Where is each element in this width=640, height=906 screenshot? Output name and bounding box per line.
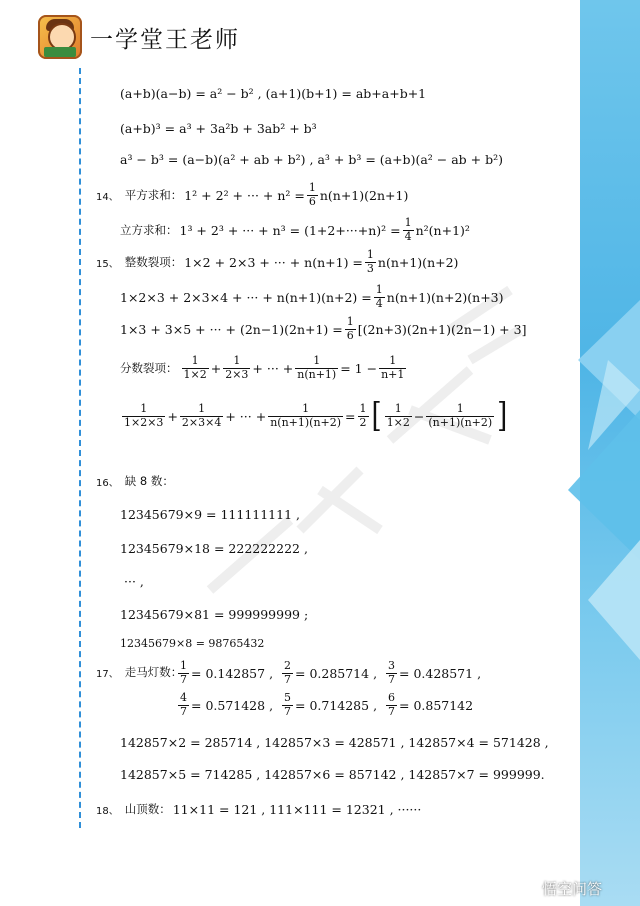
fraction: $\frac{1}{2\times 3\times 4}$ [181, 402, 222, 429]
fraction: $\frac{1}{4}$ [404, 216, 412, 243]
formula-text: 12345679×8 = 98765432 [120, 637, 265, 650]
item-label: 平方求和： [124, 188, 183, 203]
item-number: 15、 [96, 258, 119, 270]
item-17-line-b [120, 767, 545, 782]
item-14-cube-sum [120, 217, 470, 243]
fraction: $\frac{1}{3}$ [366, 248, 374, 275]
item-15-fraction-split: 分数裂项： $\frac{1}{1\times 2}$ + $\frac{1}{2\times 3}$ + ··· + $\frac{1}{n(n+1)}$ = 1 − $\frac{1}{n+1}$ [120, 354, 405, 381]
formula-text: (a+b)³ = a³ + 3a²b + 3ab² + b³ [120, 121, 317, 136]
item-17-frac-1 [176, 660, 273, 686]
item-17-frac-4 [176, 692, 273, 718]
fraction: $\frac{4}{7}$ [180, 691, 187, 718]
item-15-line-c [120, 316, 526, 342]
formula-text: 1² + 2² + ··· + n² = [184, 187, 305, 203]
footer-text: 悟空问答 [542, 880, 603, 898]
right-decorative-band [580, 0, 640, 906]
formula-text: n²(n+1)² [415, 222, 470, 238]
fraction: $\frac{1}{n(n+1)}$ [297, 354, 337, 381]
fraction: $\frac{1}{2}$ [359, 402, 367, 429]
item-18-peak-numbers [96, 801, 421, 817]
formula-text: ··· , [124, 574, 144, 589]
item-17-frac-3 [384, 660, 481, 686]
fraction: $\frac{1}{(n+1)(n+2)}$ [428, 402, 493, 429]
formula-text: 12345679×81 = 999999999 ; [120, 607, 309, 622]
formula-text: = [345, 408, 356, 424]
item-number: 18、 [96, 805, 119, 817]
formula-line-1 [120, 86, 426, 101]
item-label: 缺 8 数： [124, 474, 174, 488]
item-17-frac-2 [280, 660, 377, 686]
formula-line-3 [120, 152, 503, 167]
brand-title: 一学堂王老师 [90, 26, 240, 53]
footer-watermark [520, 878, 602, 899]
fraction: $\frac{1}{n(n+1)(n+2)}$ [270, 402, 342, 429]
formula-text: = 0.285714 , [295, 665, 378, 681]
fraction: $\frac{1}{6}$ [308, 181, 316, 208]
fraction: $\frac{1}{2\times 3}$ [225, 354, 249, 381]
formula-line-2 [120, 121, 317, 136]
formula-text: + ··· + [225, 408, 267, 424]
fraction: $\frac{2}{7}$ [284, 659, 291, 686]
item-15-line-e: $\frac{1}{1\times 2\times 3}$ + $\frac{1}{2\times 3\times 4}$ + ··· + $\frac{1}{n(n+1)(n+2)}$ = $\frac{1}{2}$ [ $\frac{1}{1\times 2}$ − $\frac{1}{(n+1)(n+2)}$ ] [124, 396, 508, 436]
formula-text: = 0.857142 [399, 697, 474, 713]
item-17-label [96, 664, 184, 680]
fraction: $\frac{1}{1\times 2}$ [386, 402, 410, 429]
fraction: $\frac{1}{6}$ [346, 315, 354, 342]
item-label: 分数裂项： [120, 361, 178, 376]
formula-text: 12345679×9 = 111111111 , [120, 507, 300, 522]
margin-dashed-line [79, 68, 81, 828]
fraction: $\frac{3}{7}$ [388, 659, 395, 686]
brand-logo-icon [38, 15, 82, 59]
item-number: 14、 [96, 191, 119, 203]
item-label: 走马灯数： [124, 665, 183, 679]
formula-text: 12345679×18 = 222222222 , [120, 541, 308, 556]
formula-text: n(n+1)(n+2) [377, 254, 459, 270]
item-16-line-d [120, 607, 308, 622]
formula-text: 11×11 = 121 , 111×111 = 12321 , ······ [172, 801, 422, 817]
formula-text: = 0.571428 , [191, 697, 274, 713]
fraction: $\frac{6}{7}$ [388, 691, 395, 718]
formula-text: 142857×5 = 714285 , 142857×6 = 857142 , 142857×7 = 999999. [120, 767, 545, 782]
formula-text: a³ − b³ = (a−b)(a² + ab + b²) , a³ + b³ = (a+b)(a² − ab + b²) [120, 152, 503, 167]
item-16-line-c [124, 574, 144, 589]
item-17-line-a [120, 735, 549, 750]
formula-text: 1×2×3 + 2×3×4 + ··· + n(n+1)(n+2) = [120, 289, 372, 305]
formula-text: 1×3 + 3×5 + ··· + (2n−1)(2n+1) = [120, 321, 343, 337]
wukong-logo-icon [520, 880, 538, 898]
formula-text: n(n+1)(2n+1) [319, 187, 409, 203]
item-17-frac-5 [280, 692, 377, 718]
formula-text: n(n+1)(n+2)(n+3) [386, 289, 504, 305]
fraction: $\frac{5}{7}$ [284, 691, 291, 718]
formula-text: = 0.428571 , [399, 665, 482, 681]
item-number: 17、 [96, 668, 119, 680]
item-number: 16、 [96, 477, 119, 489]
page-header [38, 12, 240, 62]
fraction: $\frac{1}{1\times 2\times 3}$ [124, 402, 164, 429]
fraction: $\frac{1}{1\times 2}$ [183, 354, 207, 381]
item-15-line-b [120, 284, 504, 310]
formula-text: [(2n+3)(2n+1)(2n−1) + 3] [357, 321, 527, 337]
formula-text: = 0.142857 , [191, 665, 274, 681]
item-14-square-sum [96, 182, 408, 208]
item-label: 整数裂项： [124, 255, 183, 270]
fraction: $\frac{1}{n+1}$ [381, 354, 405, 381]
formula-text: + ··· + [252, 360, 294, 376]
fraction: $\frac{1}{7}$ [180, 659, 187, 686]
formula-text: 1³ + 2³ + ··· + n³ = (1+2+···+n)² = [179, 222, 401, 238]
item-label: 立方求和： [120, 223, 178, 238]
fraction: $\frac{1}{4}$ [375, 283, 383, 310]
formula-text: (a+b)(a−b) = a² − b² , (a+1)(b+1) = ab+a+b+1 [120, 86, 427, 101]
formula-text: = 1 − [340, 360, 378, 376]
formula-text: 1×2 + 2×3 + ··· + n(n+1) = [184, 254, 363, 270]
item-16-line-b [120, 541, 308, 556]
item-17-frac-6 [384, 692, 473, 718]
item-16-line-e [120, 637, 264, 650]
item-label: 山顶数： [124, 802, 171, 816]
item-15-integer-split [96, 249, 458, 275]
formula-text: = 0.714285 , [295, 697, 378, 713]
formula-text: − [413, 408, 425, 424]
formula-text: 142857×2 = 285714 , 142857×3 = 428571 , 142857×4 = 571428 , [120, 735, 549, 750]
item-16-line-a [120, 507, 300, 522]
item-16-missing-8 [96, 473, 176, 489]
